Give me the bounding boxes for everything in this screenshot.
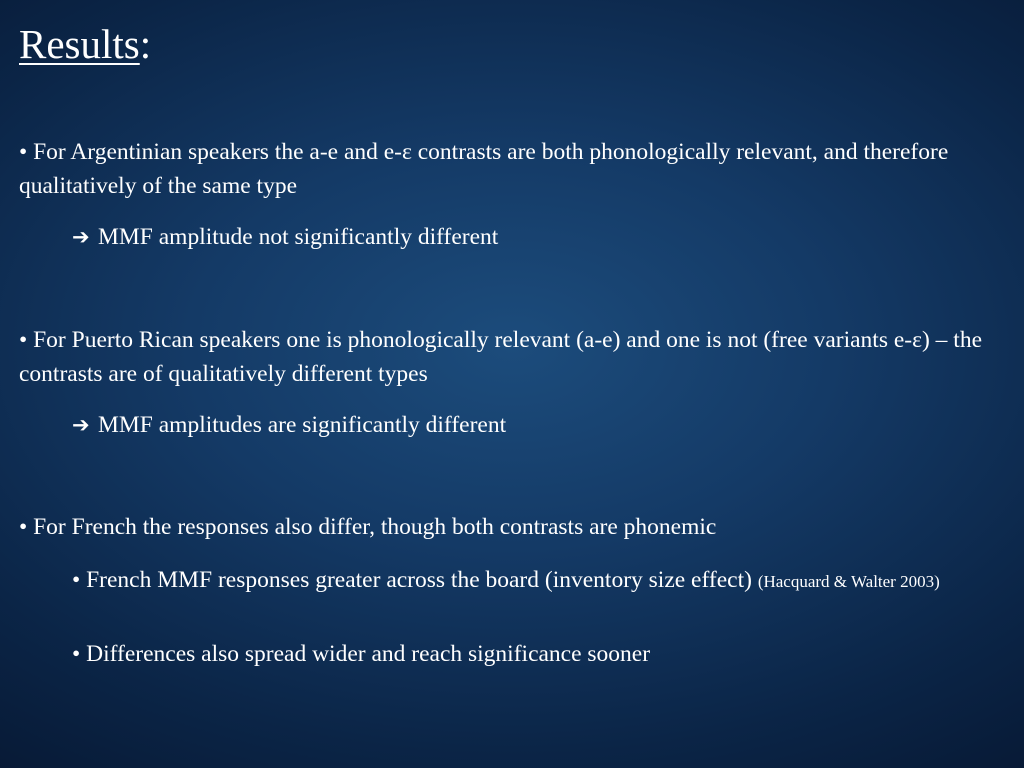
arrow-right-icon: ➔	[72, 225, 90, 249]
bullet-text: • For Argentinian speakers the a-e and e-ε contrasts are both phonologically relevant, and therefore qualitatively of the same type	[19, 139, 949, 199]
result-text: MMF amplitude not significantly different	[98, 224, 499, 250]
bullet-argentinian	[19, 135, 1009, 203]
result-argentinian	[72, 220, 498, 254]
result-text: MMF amplitudes are significantly different	[98, 412, 507, 438]
bullet-french	[19, 510, 1009, 544]
bullet-text: • For Puerto Rican speakers one is phonologically relevant (a-e) and one is not (free variants e-ε) – the contrasts are of qualitatively different types	[19, 327, 982, 387]
subbullet-text: • Differences also spread wider and reach significance sooner	[72, 641, 651, 667]
citation: (Hacquard & Walter 2003)	[757, 572, 940, 591]
title-text: Results	[19, 21, 140, 67]
subbullet-differences	[72, 640, 1002, 668]
bullet-text: • For French the responses also differ, though both contrasts are phonemic	[19, 514, 717, 540]
result-puerto-rican	[72, 408, 506, 442]
subbullet-text: • French MMF responses greater across the board (inventory size effect)	[72, 567, 752, 593]
bullet-puerto-rican	[19, 323, 1009, 391]
arrow-right-icon: ➔	[72, 413, 90, 437]
title-colon: :	[139, 21, 152, 67]
slide-title	[19, 20, 151, 68]
subbullet-inventory	[72, 566, 1002, 596]
